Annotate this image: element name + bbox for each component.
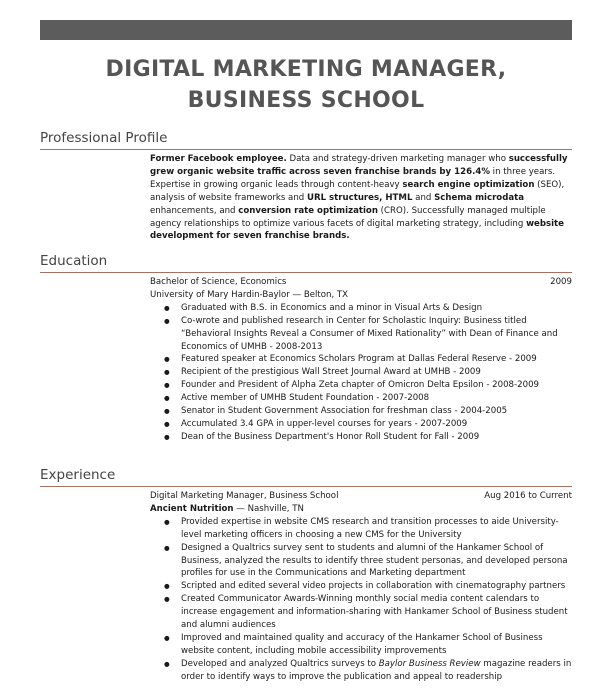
education-bullet: ● Founder and President of Alpha Zeta chapter of Omicron Delta Epsilon - 2008-2009 — [150, 379, 572, 392]
graduation-year: 2009 — [550, 277, 572, 287]
summary-run: Schema microdata — [434, 192, 525, 203]
education-bullets — [150, 302, 572, 444]
education-bullet: ● Recipient of the prestigious Wall Street Journal Award at UMHB - 2009 — [150, 366, 572, 379]
education-bullet: ● Featured speaker at Economics Scholars Program at Dallas Federal Reserve - 2009 — [150, 353, 572, 366]
education-block — [150, 276, 572, 444]
summary-run: successfully grew organic website traffic across seven franchise brands by 126.4% — [150, 154, 568, 177]
summary-run: (SEO), analysis of website frameworks and — [150, 179, 565, 203]
summary-run: Data and strategy-driven marketing manager who — [286, 154, 509, 164]
summary-run: website development for seven franchise brands. — [150, 218, 564, 242]
summary-run: (CRO). Successfully managed multiple agency relationships to optimize various facets of digital marketing strategy, including — [150, 205, 546, 229]
company-location: Nashville, TN — [247, 503, 304, 514]
experience-bullet: ● Improved and maintained quality and accuracy of the Hankamer School of Business website content, including mobile accessibility improvements — [150, 632, 572, 658]
school-name: University of Mary Hardin-Baylor — [150, 289, 290, 300]
experience-bullet: ● Scripted and edited several video projects in collaboration with cinematography partners — [150, 580, 572, 593]
summary-run: conversion rate optimization — [238, 205, 378, 216]
job-title: Digital Marketing Manager, Business School — [150, 491, 339, 501]
summary-run: URL structures, HTML — [306, 192, 413, 203]
summary-run: enhancements, and — [150, 205, 239, 216]
header-bar — [40, 20, 572, 40]
job-dates: Aug 2016 to Current — [484, 491, 572, 501]
school-line: University of Mary Hardin-Baylor — Belton, TX — [150, 289, 349, 300]
education-bullet: ● Dean of the Business Department's Honor Roll Student for Fall - 2009 — [150, 431, 572, 444]
resume-title: DIGITAL MARKETING MANAGER, BUSINESS SCHOOL — [105, 57, 507, 113]
experience-bullet: ● Developed and analyzed Qualtrics surveys to Baylor Business Review magazine readers in order to identify ways to improve the publication and appeal to readership — [150, 658, 572, 684]
experience-block — [150, 490, 572, 684]
profile-summary — [150, 153, 572, 243]
section-experience: Experience — [40, 467, 572, 487]
education-bullet: ● Co-wrote and published research in Center for Scholastic Inquiry: Business titled “Behavioral Insights Reveal a Consumer of Mixed Rationality” with Dean of Finance and Economics of UMHB - 2008-2013 — [150, 315, 572, 354]
summary-run: Former Facebook employee. — [150, 154, 287, 164]
experience-bullet: ● Designed a Qualtrics survey sent to students and alumni of the Hankamer School of Business, analyzed the results to identify three student personas, and developed persona profiles for use in the Communications and Marketing department — [150, 542, 572, 581]
education-bullet: ● Accumulated 3.4 GPA in upper-level courses for years - 2007-2009 — [150, 418, 572, 431]
summary-run: in three years. Expertise in growing organic leads through content-heavy — [150, 166, 556, 190]
school-location: Belton, TX — [303, 289, 349, 300]
experience-bullets — [150, 516, 572, 684]
education-bullet: ● Senator in Student Government Association for freshman class - 2004-2005 — [150, 405, 572, 418]
experience-bullet: ● Created Communicator Awards-Winning monthly social media content calendars to increase engagement and information-sharing with Hankamer School of Business student and alumni audiences — [150, 593, 572, 632]
company-line: Ancient Nutrition — Nashville, TN — [150, 503, 304, 514]
education-bullet: ● Active member of UMHB Student Foundation - 2007-2008 — [150, 392, 572, 405]
summary-run: search engine optimization — [402, 179, 535, 190]
degree: Bachelor of Science, Economics — [150, 277, 287, 287]
experience-bullet: ● Provided expertise in website CMS research and transition processes to aide University-level marketing officers in choosing a new CMS for the University — [150, 516, 572, 542]
section-education: Education — [40, 253, 572, 273]
section-professional-profile: Professional Profile — [40, 130, 572, 150]
summary-run: and — [412, 192, 435, 203]
education-bullet: ● Graduated with B.S. in Economics and a minor in Visual Arts & Design — [150, 302, 572, 315]
company-name: Ancient Nutrition — [150, 503, 234, 514]
